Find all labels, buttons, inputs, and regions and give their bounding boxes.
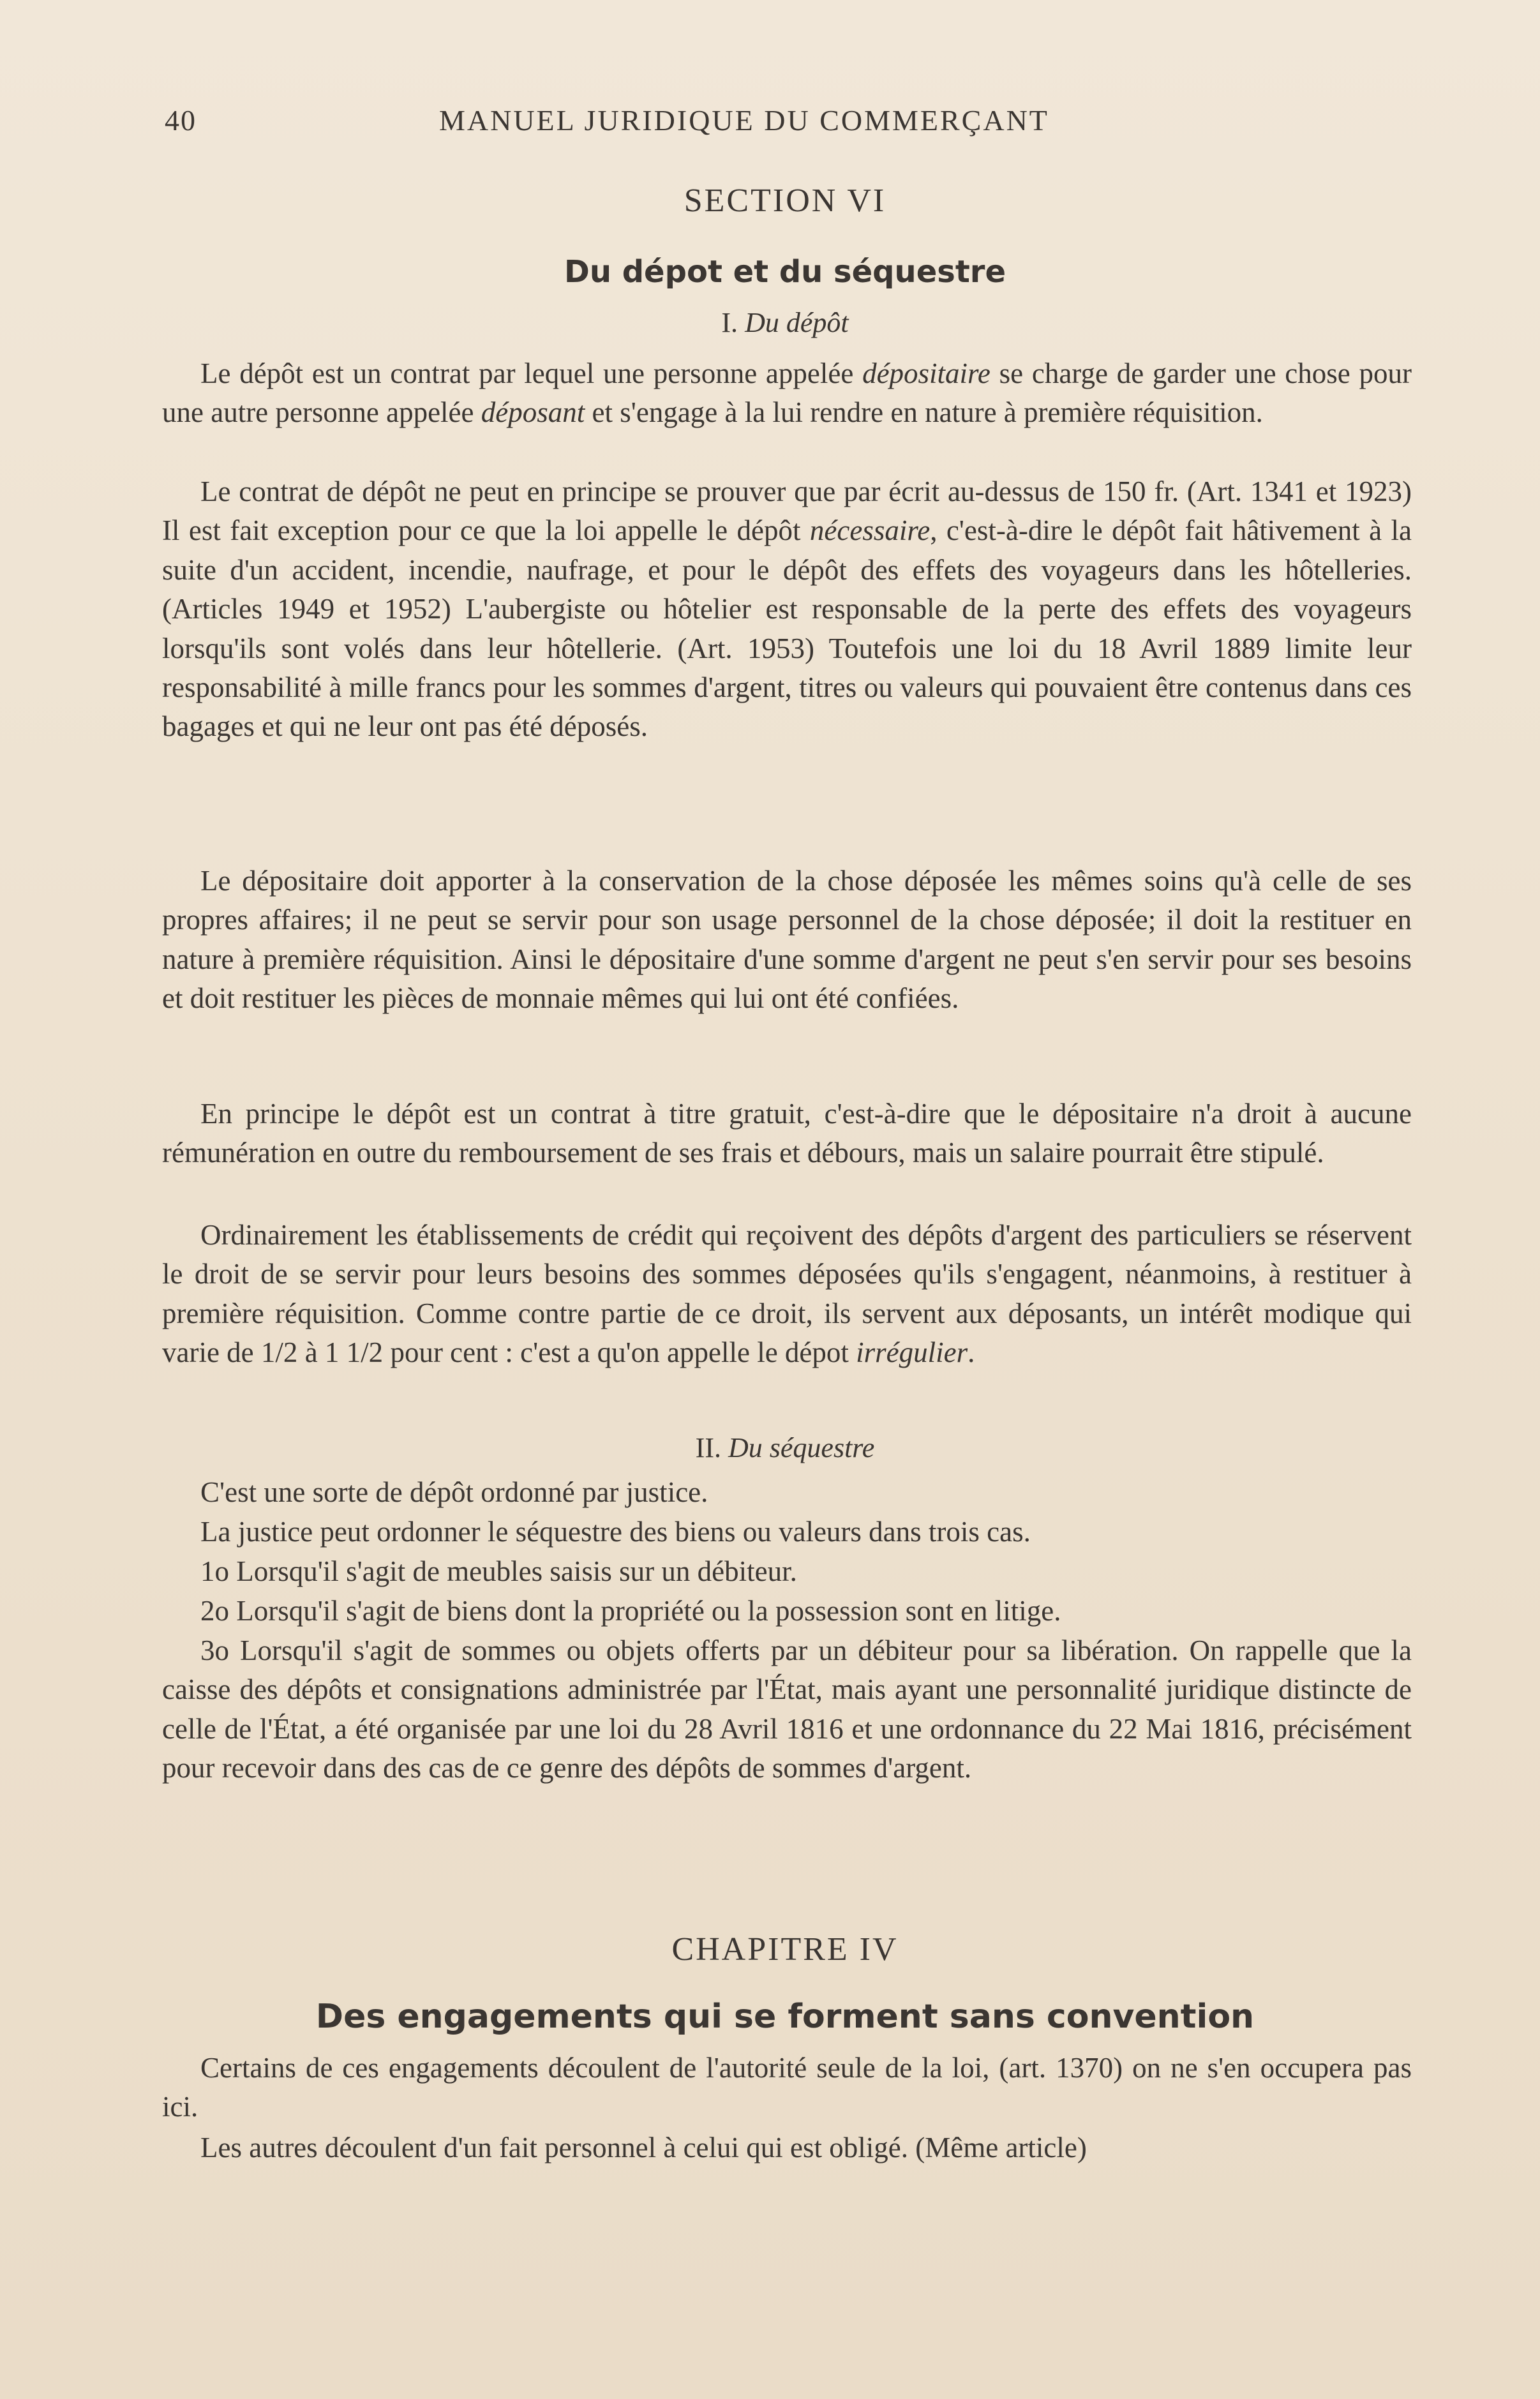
p1-text-c: se charge de garder une chose pour une autre personne appelée bbox=[162, 357, 1412, 429]
p5-fraction-2: 1 1/2 bbox=[324, 1336, 384, 1369]
p2-text-c: , c'est-à-dire le dépôt fait hâtivement à la suite d'un accident, incendie, naufrage, et pour le dépôt des effets des voyageurs dans les hôtelleries. (Articles 1949 et 1952) L'aubergiste ou hôtelier est responsable de la perte des effets des voyageurs lorsqu'ils sont volés dans leur hôtellerie. (Art. 1953) Toutefois une loi du 18 Avril 1889 limite leur responsabilité à mille francs pour les sommes d'argent, titres ou valeurs qui pouvaient être contenus dans ces bagages et qui ne leur ont pas été déposés. bbox=[162, 514, 1412, 743]
paragraph-8: 1o Lorsqu'il s'agit de meubles saisis sur un débiteur. bbox=[200, 1555, 797, 1587]
paragraph-11: Certains de ces engagements découlent de l'autorité seule de la loi, (art. 1370) on ne s'en occupera pas ici. bbox=[162, 2052, 1412, 2123]
p5-term-irregulier: irrégulier bbox=[856, 1336, 968, 1369]
p1-term-depositaire: dépositaire bbox=[862, 357, 991, 389]
part2-title: Du séquestre bbox=[728, 1432, 875, 1463]
paragraph-6: C'est une sorte de dépôt ordonné par justice. bbox=[200, 1476, 708, 1508]
paragraph-3: Le dépositaire doit apporter à la conservation de la chose déposée les mêmes soins qu'à celle de ses propres affaires; il ne peut se servir pour son usage personnel de la chose déposée; il doit la restituer en nature à première réquisition. Ainsi le dépositaire d'une somme d'argent ne peut s'en servir pour ses besoins et doit restituer les pièces de monnaie mêmes qui lui ont été confiées. bbox=[162, 865, 1412, 1015]
paragraph-4: En principe le dépôt est un contrat à titre gratuit, c'est-à-dire que le dépositaire n'a droit à aucune rémunération en outre du remboursement de ses frais et débours, mais un salaire pourrait être stipulé. bbox=[162, 1098, 1412, 1169]
p5-text-b: à bbox=[297, 1336, 325, 1369]
section-subtitle: Du dépot et du séquestre bbox=[564, 254, 1006, 290]
paragraph-9: 2o Lorsqu'il s'agit de biens dont la propriété ou la possession sont en litige. bbox=[200, 1595, 1061, 1627]
chapter-subtitle: Des engagements qui se forment sans convention bbox=[315, 1998, 1255, 2036]
p2-term-necessaire: nécessaire bbox=[809, 514, 931, 547]
p2-text-a: Le contrat de dépôt ne peut en principe se prouver que par écrit au-dessus de 150 fr. (Art. 1341 et 1923) Il est fait exception pour ce que la loi appelle le dépôt bbox=[162, 475, 1412, 547]
paragraph-12: Les autres découlent d'un fait personnel à celui qui est obligé. (Même article) bbox=[200, 2132, 1087, 2164]
p5-text-a: Ordinairement les établissements de crédit qui reçoivent des dépôts d'argent des particuliers se réservent le droit de se servir pour leurs besoins des sommes déposées qu'ils s'engagent, néanmoins, à restituer à première réquisition. Comme contre partie de ce droit, ils servent aux déposants, un intérêt modique qui varie de bbox=[162, 1219, 1412, 1369]
p5-text-c: pour cent : c'est a qu'on appelle le dépot bbox=[383, 1336, 856, 1369]
running-title: MANUEL JURIDIQUE DU COMMERÇANT bbox=[439, 104, 1049, 137]
paragraph-5 bbox=[162, 1216, 1412, 1373]
paragraph-10: 3o Lorsqu'il s'agit de sommes ou objets offerts par un débiteur pour sa libération. On rappelle que la caisse des dépôts et consignations administrée par l'État, mais ayant une personnalité juridique distincte de celle de l'État, a été organisée par une loi du 28 Avril 1816 et une ordonnance du 22 Mai 1816, précisément pour recevoir dans des cas de ce genre des dépôts de sommes d'argent. bbox=[162, 1634, 1412, 1784]
p5-fraction-1: 1/2 bbox=[260, 1336, 298, 1369]
paragraph-1 bbox=[162, 354, 1412, 433]
p5-text-e: . bbox=[968, 1336, 975, 1369]
part1-number: I. bbox=[721, 307, 738, 338]
page-number: 40 bbox=[165, 104, 197, 137]
p1-text-e: et s'engage à la lui rendre en nature à première réquisition. bbox=[585, 396, 1263, 429]
part1-heading bbox=[160, 306, 1410, 339]
chapter-title: CHAPITRE IV bbox=[671, 1931, 899, 1968]
part1-title: Du dépôt bbox=[745, 307, 849, 338]
section-title: SECTION VI bbox=[684, 183, 886, 219]
paragraph-7: La justice peut ordonner le séquestre des biens ou valeurs dans trois cas. bbox=[200, 1516, 1031, 1548]
p1-term-deposant: déposant bbox=[481, 396, 585, 429]
part2-number: II. bbox=[695, 1432, 721, 1463]
part2-heading bbox=[160, 1431, 1410, 1464]
paragraph-2 bbox=[162, 472, 1412, 747]
p1-text-a: Le dépôt est un contrat par lequel une personne appelée bbox=[200, 357, 863, 389]
